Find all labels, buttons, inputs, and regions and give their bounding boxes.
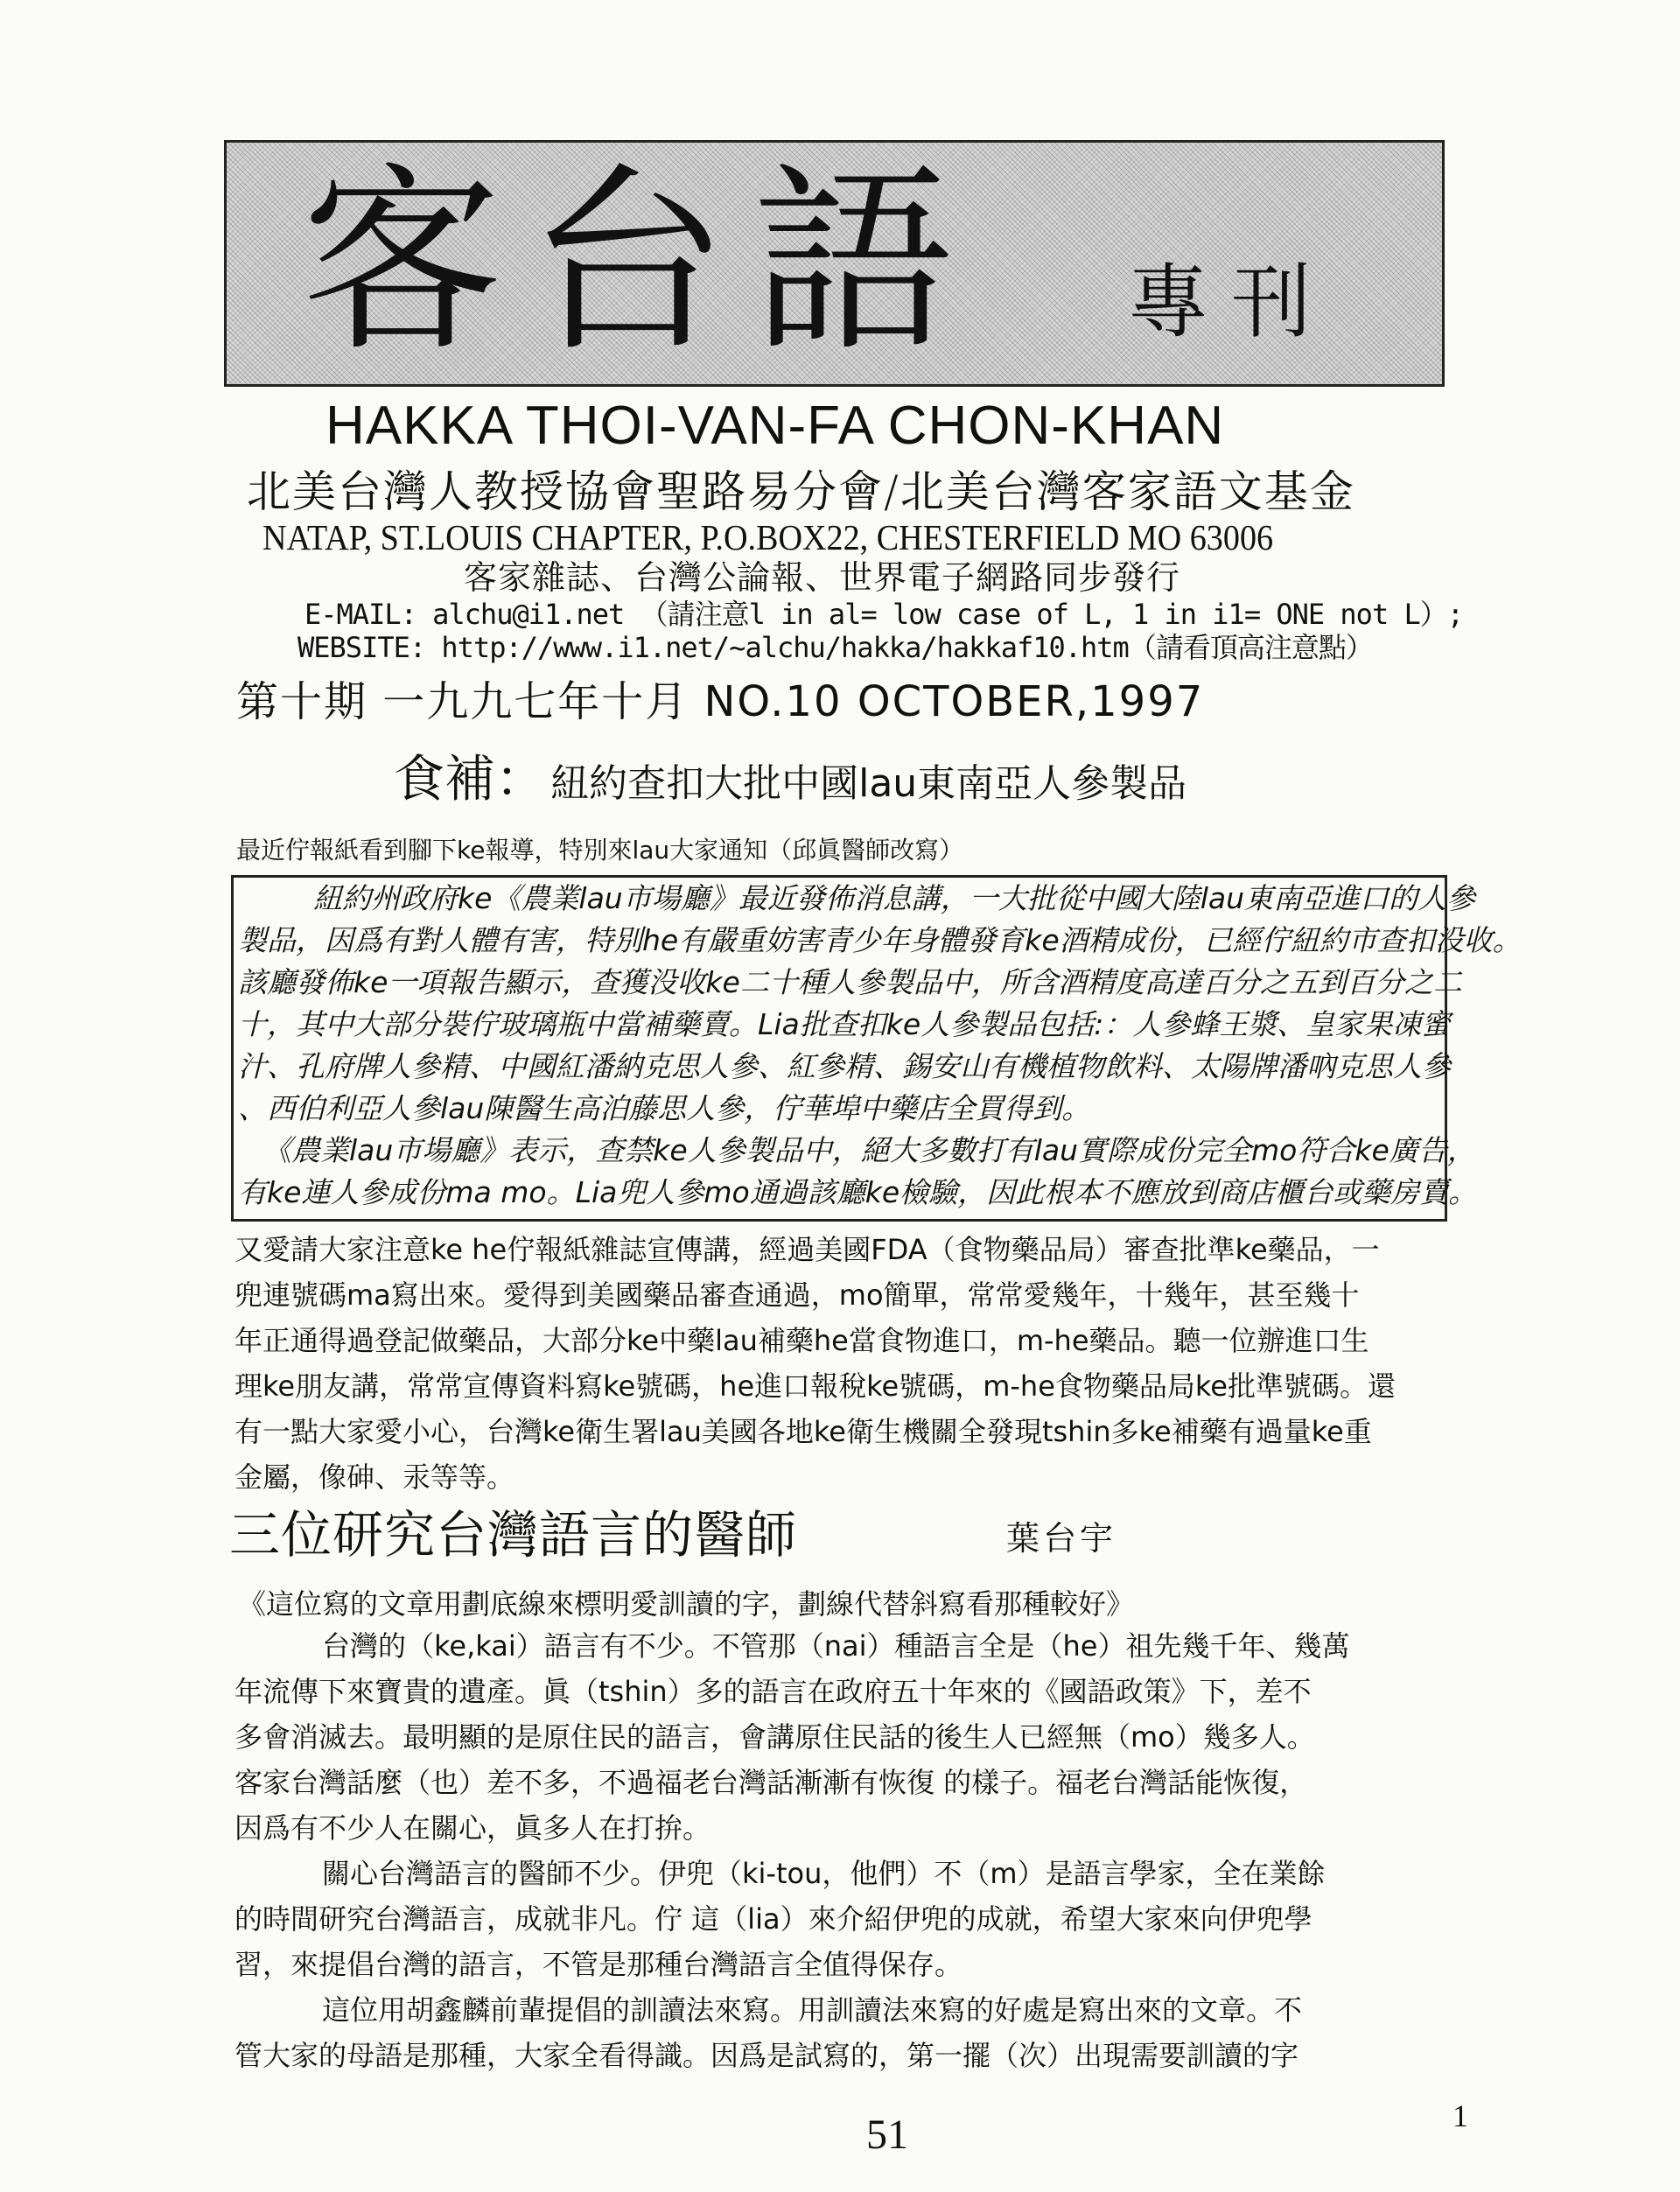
box-line: 汁、孔府牌人參精、中國紅潘納克思人參、紅參精、錫安山有機植物飲料、太陽牌潘吶克思人參 [238,1049,1451,1083]
box-line: 製品，因爲有對人體有害，特別he有嚴重妨害青少年身體發育ke酒精成份，已經佇紐約市查扣没收。 [238,923,1522,957]
article2-body-line: 習，來提倡台灣的語言，不管是那種台灣語言全值得保存。 [234,1948,963,1981]
article2-title: 三位研究台灣語言的醫師 [229,1505,798,1565]
masthead-title: 客台語 [301,146,979,380]
article2-body-line: 多會消滅去。最明顯的是原住民的語言，會講原住民話的後生人已經無（mo）幾多人。 [234,1720,1315,1754]
article1-body-line: 又愛請大家注意ke he佇報紙雜誌宣傳講，經過美國FDA（食物藥品局）審查批準ke藥品，一 [234,1233,1380,1266]
article2-body-line: 這位用胡鑫麟前輩提倡的訓讀法來寫。用訓讀法來寫的好處是寫出來的文章。不 [322,1993,1303,2027]
article1-body-line: 金屬，像砷、汞等等。 [234,1460,515,1494]
email-line: E-MAIL: alchu@i1.net （請注意l in al= low case of L, 1 in i1= ONE not L）; [304,598,1464,631]
article2-body-line: 台灣的（ke,kai）語言有不少。不管那（nai）種語言全是（he）祖先幾千年、幾萬 [322,1629,1350,1663]
issue-line: 第十期 一九九七年十月 NO.10 OCTOBER,1997 [236,677,1205,726]
article2-body-line: 因爲有不少人在關心，眞多人在打拚。 [234,1811,711,1845]
article2-note: 《這位寫的文章用劃底線來標明愛訓讀的字，劃線代替斜寫看那種較好》 [238,1587,1135,1621]
article1-body-line: 兜連號碼ma寫出來。愛得到美國藥品審查通過，mo簡單，常常愛幾年，十幾年，甚至幾十 [234,1278,1360,1312]
article1-body-line: 年正通得過登記做藥品，大部分ke中藥lau補藥he當食物進口，m-he藥品。聽一位辦進口生 [234,1324,1369,1357]
website-line: WEBSITE: http://www.i1.net/~alchu/hakka/hakkaf10.htm（請看頂高注意點） [298,631,1373,664]
box-line: 十，其中大部分裝佇玻璃瓶中當補藥賣。Lia批查扣ke人參製品包括:：人參蜂王漿、皇家果凍蜜 [238,1007,1451,1041]
article1-heading-text: 紐約查扣大批中國lau東南亞人參製品 [550,761,1187,806]
box-line: 有ke連人參成份ma mo。Lia兜人參mo通過該廳ke檢驗，因此根本不應放到商店櫃台或藥房賣。 [238,1175,1478,1209]
publishing-note: 客家雜誌、台灣公論報、世界電子網路同步發行 [464,558,1181,597]
org-chinese: 北美台灣人教授協會聖路易分會/北美台灣客家語文基金 [247,466,1355,517]
article2-author: 葉台宇 [1006,1519,1117,1558]
article2-body-line: 關心台灣語言的醫師不少。伊兜（ki-tou，他們）不（m）是語言學家，全在業餘 [322,1857,1326,1890]
box-line: 、西伯利亞人參lau陳醫生高泊藤思人參，佇華埠中藥店全買得到。 [238,1091,1091,1125]
box-line: 該廳發佈ke一項報告顯示，查獲没收ke二十種人參製品中，所含酒精度高達百分之五到百分之二 [238,965,1462,999]
masthead-subtitle: 專刊 [1128,256,1335,349]
article1-body-line: 理ke朋友講，常常宣傳資料寫ke號碼，he進口報稅ke號碼，m-he食物藥品局ke批準號碼。還 [234,1369,1396,1403]
page-number: 51 [866,2111,908,2158]
article1-intro: 最近佇報紙看到腳下ke報導，特別來lau大家通知（邱眞醫師改寫） [236,836,964,865]
sheet-number: 1 [1452,2098,1468,2133]
article2-body-line: 客家台灣話麼（也）差不多，不過福老台灣話漸漸有恢復 的樣子。福老台灣話能恢復， [234,1766,1308,1799]
box-line: 《農業lau市場廳》表示，查禁ke人參製品中，絕大多數打有lau實際成份完全mo符合ke廣告， [262,1133,1476,1167]
article2-body-line: 年流傳下來寶貴的遺產。眞（tshin）多的語言在政府五十年來的《國語政策》下，差不 [234,1675,1312,1708]
article1-heading [394,748,1186,823]
article2-body-line: 管大家的母語是那種，大家全看得識。因爲是試寫的，第一擺（次）出現需要訓讀的字 [234,2039,1299,2072]
article1-heading-label: 食補： [394,749,547,809]
org-address: NATAP, ST.LOUIS CHAPTER, P.O.BOX22, CHESTERFIELD MO 63006 [262,517,1274,557]
romanized-title: HAKKA THOI-VAN-FA CHON-KHAN [326,396,1225,456]
article2-body-line: 的時間研究台灣語言，成就非凡。佇 這（lia）來介紹伊兜的成就，希望大家來向伊兜學 [234,1902,1312,1936]
box-line: 紐約州政府ke《農業lau市場廳》最近發佈消息講，一大批從中國大陸lau東南亞進口的人參 [313,881,1476,915]
article1-body-line: 有一點大家愛小心，台灣ke衛生署lau美國各地ke衛生機關全發現tshin多ke補藥有過量ke重 [234,1415,1372,1448]
masthead-banner [224,140,1445,387]
